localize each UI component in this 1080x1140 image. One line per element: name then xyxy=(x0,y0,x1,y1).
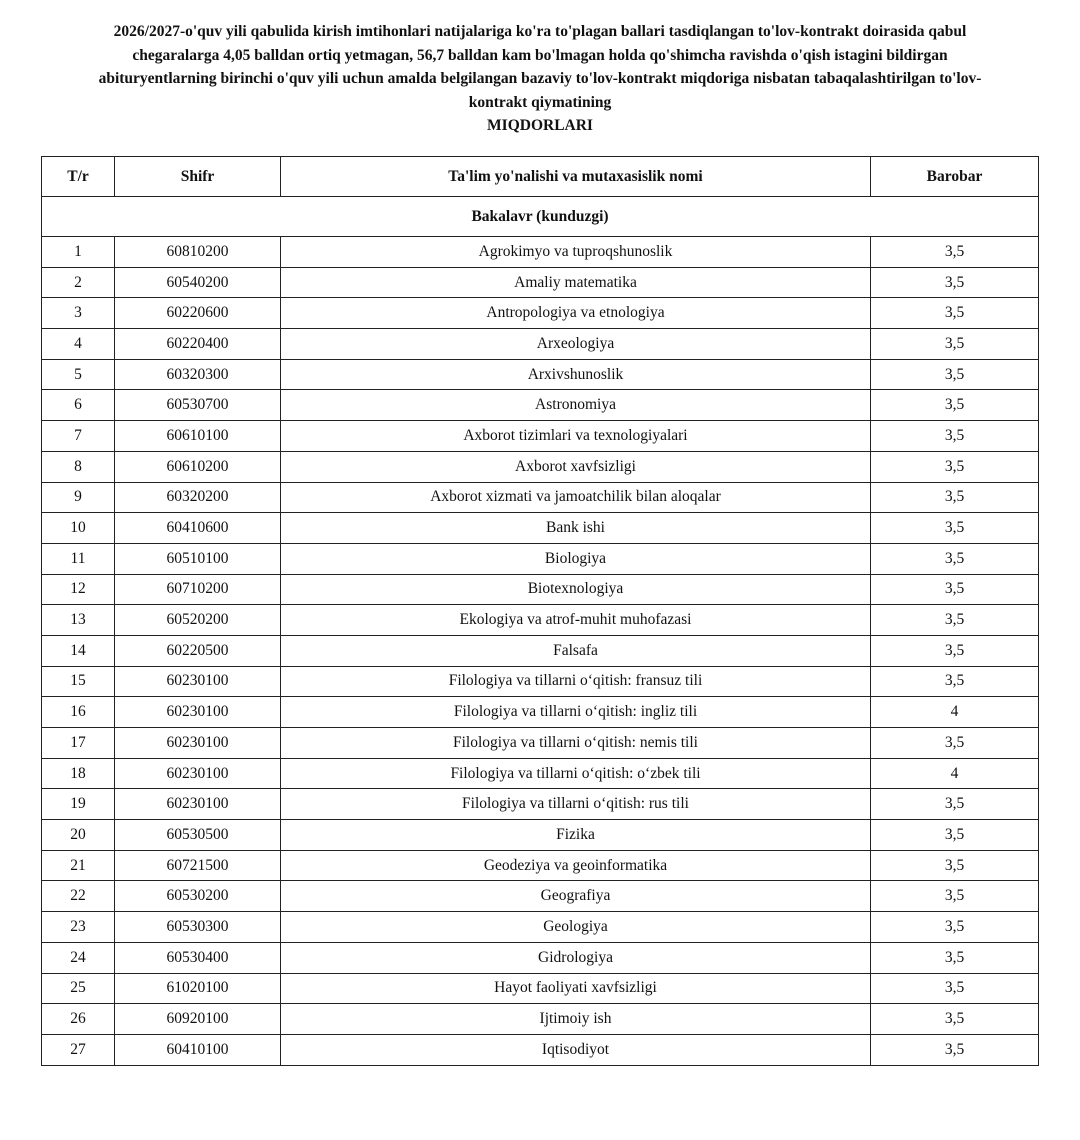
row-number: 18 xyxy=(42,758,115,789)
table-row xyxy=(42,881,1039,912)
row-program-name: Hayot faoliyati xavfsizligi xyxy=(281,973,871,1004)
heading-line-1: 2026/2027-o'quv yili qabulida kirish imtihonlari natijalariga ko'ra to'plagan ballari tasdiqlangan to'lov-kontrakt doirasida qabul xyxy=(113,23,967,40)
table-row xyxy=(42,820,1039,851)
row-code: 60710200 xyxy=(115,574,281,605)
row-number: 3 xyxy=(42,298,115,329)
row-program-name: Astronomiya xyxy=(281,390,871,421)
table-row xyxy=(42,359,1039,390)
row-code: 60920100 xyxy=(115,1004,281,1035)
row-program-name: Amaliy matematika xyxy=(281,267,871,298)
row-number: 1 xyxy=(42,237,115,268)
row-number: 15 xyxy=(42,666,115,697)
row-ratio: 3,5 xyxy=(871,267,1039,298)
row-program-name: Biologiya xyxy=(281,543,871,574)
table-row xyxy=(42,850,1039,881)
row-ratio: 4 xyxy=(871,697,1039,728)
row-code: 60721500 xyxy=(115,850,281,881)
table-row xyxy=(42,482,1039,513)
table-row xyxy=(42,1004,1039,1035)
row-program-name: Gidrologiya xyxy=(281,942,871,973)
row-number: 8 xyxy=(42,451,115,482)
row-program-name: Biotexnologiya xyxy=(281,574,871,605)
heading-line-4: kontrakt qiymatining xyxy=(468,93,612,111)
row-code: 60230100 xyxy=(115,697,281,728)
row-number: 10 xyxy=(42,513,115,544)
row-ratio: 3,5 xyxy=(871,298,1039,329)
row-number: 12 xyxy=(42,574,115,605)
row-ratio: 3,5 xyxy=(871,451,1039,482)
table-row xyxy=(42,1034,1039,1065)
table-row xyxy=(42,697,1039,728)
table-row xyxy=(42,543,1039,574)
document-title: MIQDORLARI xyxy=(487,117,593,134)
row-ratio: 3,5 xyxy=(871,666,1039,697)
row-ratio: 3,5 xyxy=(871,543,1039,574)
row-code: 60410600 xyxy=(115,513,281,544)
table-row xyxy=(42,421,1039,452)
section-title: Bakalavr (kunduzgi) xyxy=(42,197,1039,237)
row-ratio: 3,5 xyxy=(871,850,1039,881)
row-code: 60220500 xyxy=(115,635,281,666)
table-row xyxy=(42,728,1039,759)
row-program-name: Axborot xavfsizligi xyxy=(281,451,871,482)
row-code: 60610200 xyxy=(115,451,281,482)
row-program-name: Filologiya va tillarni o‘qitish: ingliz tili xyxy=(281,697,871,728)
row-number: 27 xyxy=(42,1034,115,1065)
row-ratio: 3,5 xyxy=(871,390,1039,421)
row-ratio: 3,5 xyxy=(871,973,1039,1004)
row-code: 60220400 xyxy=(115,329,281,360)
document-heading xyxy=(30,20,1050,138)
row-program-name: Falsafa xyxy=(281,635,871,666)
row-ratio: 3,5 xyxy=(871,728,1039,759)
row-code: 60230100 xyxy=(115,728,281,759)
row-number: 5 xyxy=(42,359,115,390)
row-ratio: 3,5 xyxy=(871,912,1039,943)
row-program-name: Axborot tizimlari va texnologiyalari xyxy=(281,421,871,452)
row-code: 60540200 xyxy=(115,267,281,298)
row-ratio: 3,5 xyxy=(871,942,1039,973)
row-number: 13 xyxy=(42,605,115,636)
row-program-name: Ijtimoiy ish xyxy=(281,1004,871,1035)
row-code: 60320300 xyxy=(115,359,281,390)
row-number: 23 xyxy=(42,912,115,943)
column-header-number: T/r xyxy=(42,157,115,197)
row-number: 16 xyxy=(42,697,115,728)
row-ratio: 3,5 xyxy=(871,237,1039,268)
row-number: 20 xyxy=(42,820,115,851)
row-number: 9 xyxy=(42,482,115,513)
row-program-name: Agrokimyo va tuproqshunoslik xyxy=(281,237,871,268)
tuition-ratio-table xyxy=(41,156,1039,1066)
row-program-name: Filologiya va tillarni o‘qitish: nemis tili xyxy=(281,728,871,759)
table-row xyxy=(42,666,1039,697)
row-program-name: Geologiya xyxy=(281,912,871,943)
row-ratio: 3,5 xyxy=(871,635,1039,666)
heading-line-2: chegaralarga 4,05 balldan ortiq yetmagan, 56,7 balldan kam bo'lmagan holda qo'shimcha ravishda o'qish istagini bildirgan xyxy=(132,46,948,64)
row-number: 17 xyxy=(42,728,115,759)
row-number: 25 xyxy=(42,973,115,1004)
row-code: 60230100 xyxy=(115,758,281,789)
row-program-name: Arxivshunoslik xyxy=(281,359,871,390)
row-program-name: Geografiya xyxy=(281,881,871,912)
section-row xyxy=(42,197,1039,237)
row-program-name: Arxeologiya xyxy=(281,329,871,360)
row-code: 60530700 xyxy=(115,390,281,421)
row-number: 11 xyxy=(42,543,115,574)
row-ratio: 3,5 xyxy=(871,329,1039,360)
table-row xyxy=(42,605,1039,636)
row-code: 60810200 xyxy=(115,237,281,268)
row-ratio: 4 xyxy=(871,758,1039,789)
row-code: 60220600 xyxy=(115,298,281,329)
row-program-name: Iqtisodiyot xyxy=(281,1034,871,1065)
table-row xyxy=(42,635,1039,666)
table-row xyxy=(42,574,1039,605)
row-ratio: 3,5 xyxy=(871,820,1039,851)
row-code: 60530200 xyxy=(115,881,281,912)
row-number: 2 xyxy=(42,267,115,298)
table-row xyxy=(42,237,1039,268)
row-number: 6 xyxy=(42,390,115,421)
row-number: 26 xyxy=(42,1004,115,1035)
row-code: 60520200 xyxy=(115,605,281,636)
row-number: 22 xyxy=(42,881,115,912)
column-header-program-name: Ta'lim yo'nalishi va mutaxasislik nomi xyxy=(281,157,871,197)
table-row xyxy=(42,758,1039,789)
table-row xyxy=(42,390,1039,421)
row-number: 21 xyxy=(42,850,115,881)
row-program-name: Filologiya va tillarni o‘qitish: o‘zbek tili xyxy=(281,758,871,789)
row-number: 19 xyxy=(42,789,115,820)
row-program-name: Filologiya va tillarni o‘qitish: rus tili xyxy=(281,789,871,820)
row-number: 4 xyxy=(42,329,115,360)
heading-line-3: abituryentlarning birinchi o'quv yili uchun amalda belgilangan bazaviy to'lov-kontrakt miqdoriga nisbatan tabaqalashtirilgan to'lov- xyxy=(98,70,982,87)
row-number: 14 xyxy=(42,635,115,666)
table-row xyxy=(42,267,1039,298)
row-ratio: 3,5 xyxy=(871,574,1039,605)
row-ratio: 3,5 xyxy=(871,789,1039,820)
row-program-name: Axborot xizmati va jamoatchilik bilan aloqalar xyxy=(281,482,871,513)
row-code: 60510100 xyxy=(115,543,281,574)
table-row xyxy=(42,973,1039,1004)
row-code: 60230100 xyxy=(115,666,281,697)
row-program-name: Bank ishi xyxy=(281,513,871,544)
table-row xyxy=(42,298,1039,329)
row-program-name: Antropologiya va etnologiya xyxy=(281,298,871,329)
table-row xyxy=(42,513,1039,544)
row-ratio: 3,5 xyxy=(871,1034,1039,1065)
table-row xyxy=(42,789,1039,820)
table-header-row xyxy=(42,157,1039,197)
row-number: 24 xyxy=(42,942,115,973)
column-header-ratio: Barobar xyxy=(871,157,1039,197)
row-code: 60320200 xyxy=(115,482,281,513)
row-code: 60610100 xyxy=(115,421,281,452)
column-header-code: Shifr xyxy=(115,157,281,197)
row-ratio: 3,5 xyxy=(871,605,1039,636)
table-row xyxy=(42,942,1039,973)
row-ratio: 3,5 xyxy=(871,1004,1039,1035)
row-program-name: Fizika xyxy=(281,820,871,851)
table-row xyxy=(42,451,1039,482)
row-ratio: 3,5 xyxy=(871,513,1039,544)
table-row xyxy=(42,329,1039,360)
row-program-name: Filologiya va tillarni o‘qitish: fransuz tili xyxy=(281,666,871,697)
row-ratio: 3,5 xyxy=(871,482,1039,513)
row-code: 61020100 xyxy=(115,973,281,1004)
row-code: 60530300 xyxy=(115,912,281,943)
table-row xyxy=(42,912,1039,943)
row-number: 7 xyxy=(42,421,115,452)
row-code: 60530500 xyxy=(115,820,281,851)
row-program-name: Geodeziya va geoinformatika xyxy=(281,850,871,881)
row-ratio: 3,5 xyxy=(871,881,1039,912)
row-ratio: 3,5 xyxy=(871,421,1039,452)
row-code: 60230100 xyxy=(115,789,281,820)
row-ratio: 3,5 xyxy=(871,359,1039,390)
row-code: 60410100 xyxy=(115,1034,281,1065)
row-code: 60530400 xyxy=(115,942,281,973)
row-program-name: Ekologiya va atrof-muhit muhofazasi xyxy=(281,605,871,636)
